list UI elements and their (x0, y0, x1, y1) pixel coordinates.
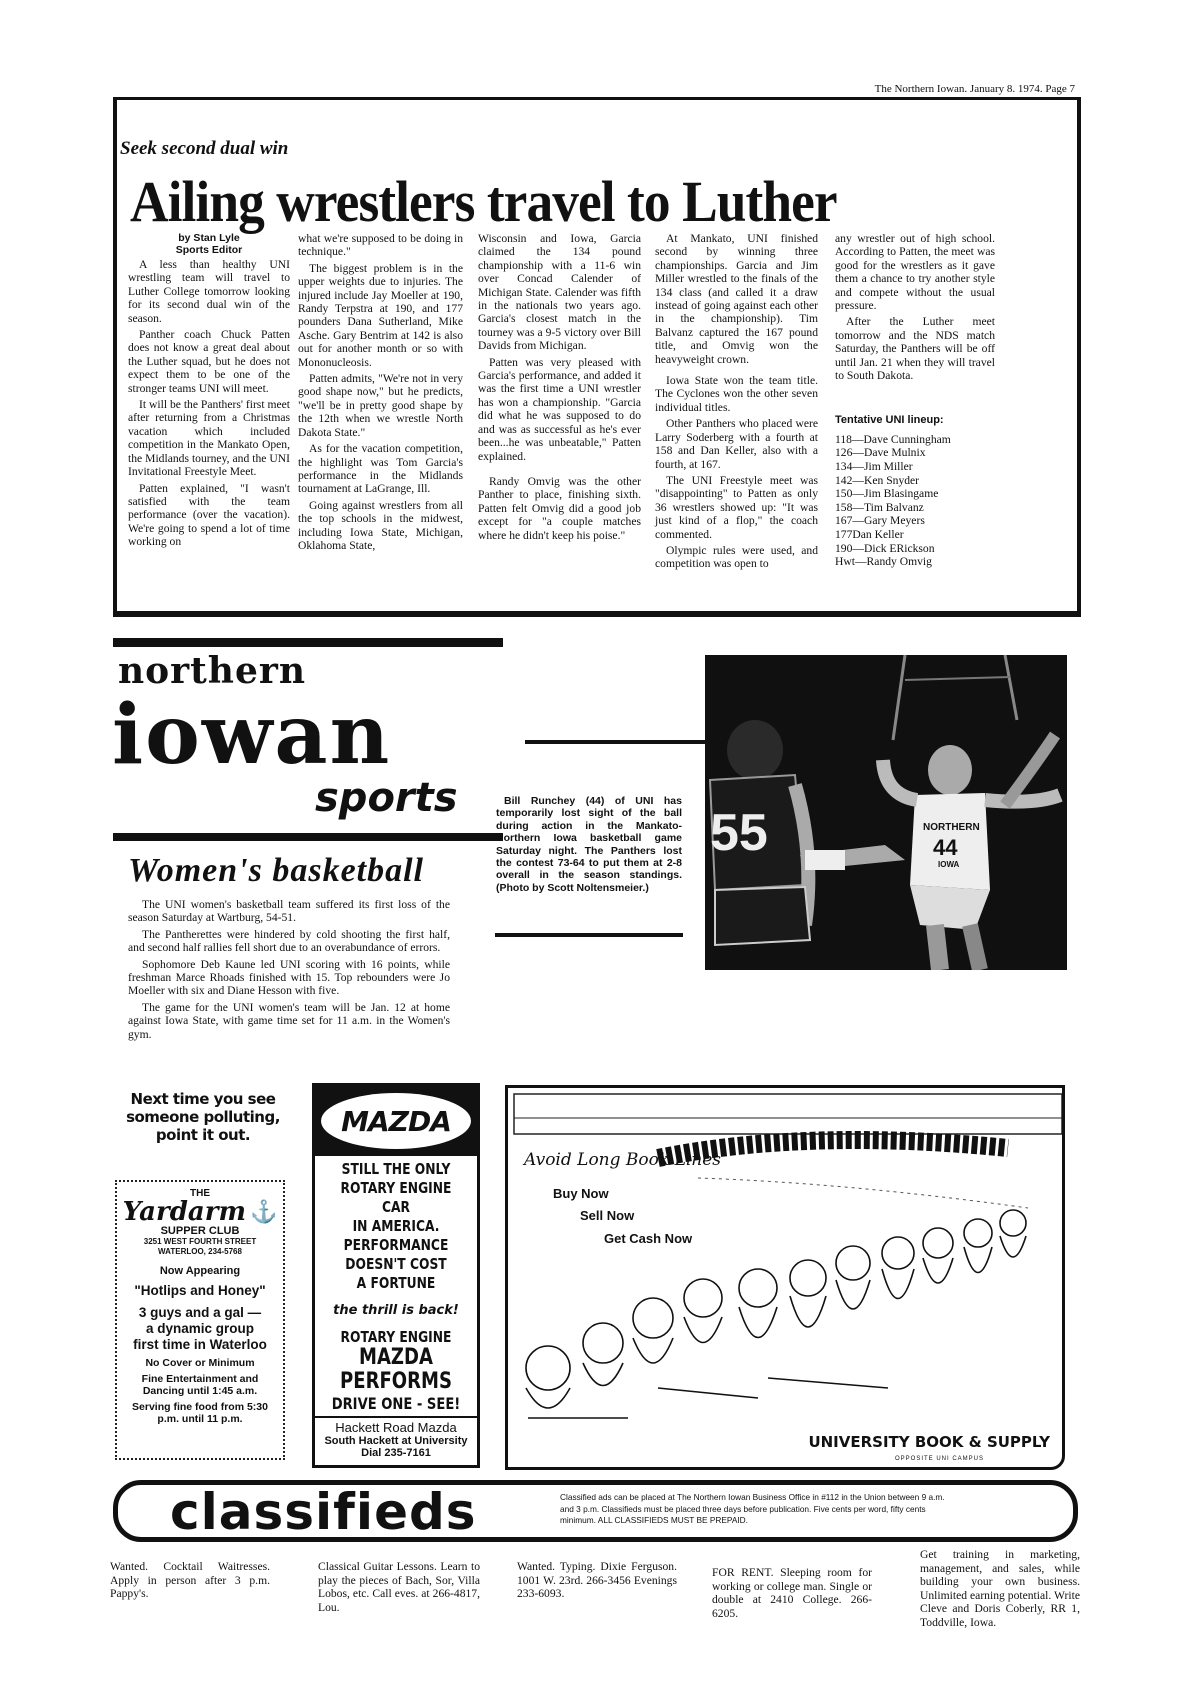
jersey-55: 55 (710, 804, 768, 862)
yardarm-act: "Hotlips and Honey" (134, 1283, 266, 1298)
lineup-item: 150—Jim Blasingame (835, 487, 939, 501)
photo-caption (496, 795, 682, 894)
paragraph: The biggest problem is in the upper weights due to injuries. The injured include Jay Moeller at 190, Randy Terpstra at 190, and 177 pounders Dana Sutherland, Mike Asche. Gary Bentrim at 142 is also out for another month or so with Mononucleosis. (298, 261, 463, 369)
caption-top-rule (525, 740, 707, 744)
bookstore-logo: UNIVERSITY BOOK & SUPPLY (808, 1433, 1050, 1451)
yardarm-desc1: 3 guys and a gal — (138, 1305, 262, 1320)
mazda-line: STILL THE ONLY (341, 1160, 451, 1178)
jersey-northern: NORTHERN (923, 822, 980, 833)
bookstore-headline: Avoid Long Book Lines (524, 1150, 722, 1170)
paragraph: Patten admits, "We're not in very good shape now," but he predicts, "we'll be in pretty good shape by the 12th when we wrestle North Dakota State." (298, 372, 463, 439)
yardarm-sub: SUPPER CLUB (160, 1225, 240, 1237)
lineup-item: 142—Ken Snyder (835, 473, 920, 487)
lineup-item: 177Dan Keller (835, 528, 904, 542)
lineup-item: Hwt—Randy Omvig (835, 555, 932, 569)
yardarm-city-phone: WATERLOO, 234-5768 (158, 1247, 242, 1256)
byline (128, 232, 290, 256)
mazda-name: MAZDA (359, 1345, 433, 1370)
article-column-4 (655, 232, 818, 574)
womens-basketball-title: Women's basketball (128, 852, 424, 889)
paragraph: any wrestler out of high school. According to Patten, the meet was good for the wrestlers as it gave them a chance to try another style and compete without the usual pressure. (835, 232, 995, 313)
lineup-item: 190—Dick ERickson (835, 541, 935, 555)
article-column-3 (478, 232, 641, 545)
article-column-5 (835, 232, 995, 569)
pollution-psa: Next time you see someone polluting, point it out. (126, 1090, 280, 1144)
lineup-title: Tentative UNI lineup: (835, 414, 944, 427)
paragraph: The Pantherettes were hindered by cold shooting the first half, and second half rallies fell short due to an overabundance of errors. (128, 927, 450, 955)
mazda-ad (312, 1083, 480, 1468)
yardarm-entertainment: Fine Entertainment and Dancing until 1:45 a.m. (141, 1373, 259, 1397)
masthead-bottom-rule (113, 833, 503, 841)
article-headline: Ailing wrestlers travel to Luther (130, 169, 837, 234)
bookstore-sell: Sell Now (580, 1208, 635, 1223)
byline-name: by Stan Lyle (178, 232, 240, 244)
paragraph: The UNI women's basketball team suffered its first loss of the season Saturday at Wartburg, 54-51. (128, 898, 450, 925)
paragraph: Iowa State won the team title. The Cyclones won the other seven individual titles. (655, 374, 818, 414)
masthead-northern: northern (118, 650, 306, 692)
paragraph: Sophomore Deb Kaune led UNI scoring with 16 points, while freshman Marce Rhoads finished with 15. Top rebounders were Jo Moeller with six and Diane Hesson with five. (128, 957, 450, 998)
classified-item: Classical Guitar Lessons. Learn to play the pieces of Bach, Sor, Villa Lobos, etc. Call eves. at 266-4817, Lou. (318, 1560, 480, 1614)
classified-item: Get training in marketing, management, and sales, while building your own business. Unlimited earning potential. Write Cleve and Doris Coberly, RR 1, Toddville, Iowa. (920, 1548, 1080, 1629)
mazda-line: A FORTUNE (356, 1274, 436, 1292)
bookstore-cash: Get Cash Now (604, 1231, 693, 1246)
paragraph: The game for the UNI women's team will be Jan. 12 at home against Iowa State, with game time set for 11 a.m. in the Women's gym. (128, 1000, 450, 1041)
classified-item: Wanted. Cocktail Waitresses. Apply in person after 3 p.m. Pappy's. (110, 1560, 270, 1601)
article-column-1 (128, 232, 290, 552)
classifieds-note: Classified ads can be placed at The Northern Iowan Business Office in #112 in the Union between 9 a.m. and 3 p.m. Classifieds must be placed three days before publication. Five cents per word, fifty cents minimum. ALL CLASSIFIEDS MUST BE PREPAID. (560, 1492, 945, 1525)
paragraph: The UNI Freestyle meet was "disappointing" to Patten as only 36 wrestlers showed up: "It was just kind of a flop," the coach commented. (655, 473, 818, 541)
paragraph: Patten explained, "I wasn't satisfied with the team performance (over the vacation). We're going to spend a lot of time working on (128, 481, 290, 549)
paragraph: Panther coach Chuck Patten does not know a great deal about the Luther squad, but he does not expect them to be one of the stronger teams UNI will meet. (128, 328, 290, 395)
paragraph: Olympic rules were used, and competition was open to (655, 543, 818, 571)
mazda-logo-band (315, 1086, 477, 1156)
byline-title: Sports Editor (175, 244, 243, 256)
lineup-item: 167—Gary Meyers (835, 514, 925, 528)
lineup-item: 118—Dave Cunningham (835, 432, 951, 446)
classifieds-title: classifieds (170, 1483, 477, 1541)
mazda-dealer (315, 1416, 477, 1459)
yardarm-the: THE (190, 1188, 210, 1199)
jersey-iowa: IOWA (938, 860, 960, 869)
yardarm-food: Serving fine food from 5:30 p.m. until 11 p.m. (132, 1401, 268, 1425)
paragraph: A less than healthy UNI wrestling team will travel to Luther College tomorrow looking for its second dual win of the season. (128, 258, 290, 325)
yardarm-desc3: first time in Waterloo (133, 1337, 267, 1352)
masthead-top-rule (113, 638, 503, 647)
yardarm-cover: No Cover or Minimum (145, 1357, 255, 1369)
bookstore-buy: Buy Now (553, 1186, 609, 1201)
paragraph: Patten was very pleased with Garcia's performance, and added it was the first time a UNI wrestler has won a championship. "Garcia did what he was supposed to do and was as successful as he's ever been...he was unbeatable," Patten explained. (478, 355, 641, 463)
lineup-item: 126—Dave Mulnix (835, 446, 926, 460)
mazda-line: PERFORMANCE (343, 1236, 449, 1254)
yardarm-desc2: a dynamic group (145, 1321, 255, 1336)
paragraph: As for the vacation competition, the highlight was Tom Garcia's performance in the Midlands tournament at LaGrange, Ill. (298, 442, 463, 496)
dealer-phone: Dial 235-7161 (361, 1447, 431, 1459)
paragraph: Randy Omvig was the other Panther to place, finishing sixth. Patten felt Omvig did a good job except for "a couple matches where he didn't keep his poise." (478, 474, 641, 542)
mazda-drive: DRIVE ONE - SEE! (331, 1394, 461, 1413)
classified-item: FOR RENT. Sleeping room for working or college man. Single or double at 2410 College. 266-6205. (712, 1566, 872, 1620)
paragraph: Other Panthers who placed were Larry Soderberg with a fourth at 158 and Dan Keller, also with a fourth, at 167. (655, 417, 818, 471)
lineup-item: 134—Jim Miller (835, 460, 913, 474)
yardarm-ad (115, 1180, 285, 1460)
lineup-item: 158—Tim Balvanz (835, 500, 924, 514)
paragraph: It will be the Panthers' first meet after returning from a Christmas vacation which included competition in the Mankato Open, the Midlands tourney, and the UNI Invitational Freestyle Meet. (128, 398, 290, 479)
caption-bottom-rule (495, 933, 683, 937)
masthead-sports: sports (315, 775, 458, 821)
mazda-headline (330, 1160, 463, 1293)
mazda-line: IN AMERICA. (352, 1217, 440, 1235)
womens-basketball-body (128, 898, 450, 1044)
caption-text: Bill Runchey (44) of UNI has temporarily lost sight of the ball during action in the Mankato-Northern Iowa basketball game Saturday night. The Panthers lost the contest 73-64 to put them at 2-8 overall in the season standings. (Photo by Scott Noltensmeier.) (496, 795, 682, 894)
bookstore-illustration (508, 1088, 1065, 1470)
jersey-44: 44 (933, 835, 958, 860)
mazda-tagline: the thrill is back! (333, 1303, 459, 1318)
bookstore-ad (505, 1085, 1065, 1470)
mazda-logo: MAZDA (321, 1093, 471, 1149)
mazda-line: DOESN'T COST (345, 1255, 447, 1273)
dealer-name: Hackett Road Mazda (335, 1420, 457, 1435)
mazda-rotary-engine: ROTARY ENGINE (340, 1328, 452, 1346)
article-column-2 (298, 232, 463, 555)
yardarm-address: 3251 WEST FOURTH STREET (143, 1237, 257, 1246)
dealer-location: South Hackett at University (324, 1435, 468, 1447)
classified-item: Wanted. Typing. Dixie Ferguson. 1001 W. 23rd. 266-3456 Evenings 233-6093. (517, 1560, 677, 1601)
paragraph: Wisconsin and Iowa, Garcia claimed the 134 pound championship with a 11-6 win over Concad Calender of Michigan State. Calender was fifth in the nationals two years ago. Garcia's closest match in the tourney was a 9-5 victory over Bill Davids from Michigan. (478, 232, 641, 353)
bookstore-opposite: OPPOSITE UNI CAMPUS (894, 1456, 984, 1462)
yardarm-name: Yardarm (122, 1197, 246, 1227)
paragraph: After the Luther meet tomorrow and the NDS match Saturday, the Panthers will be off until Jan. 21 when they will travel to South Dakota. (835, 315, 995, 383)
anchor-icon: ⚓ (249, 1199, 278, 1224)
mazda-performs: PERFORMS (340, 1369, 452, 1394)
basketball-photo (705, 655, 1067, 970)
article-kicker: Seek second dual win (120, 138, 289, 159)
page-header: The Northern Iowan. January 8. 1974. Page 7 (874, 83, 1075, 95)
basketball-photo-image (705, 655, 1067, 970)
paragraph: what we're supposed to be doing in technique." (298, 232, 463, 259)
paragraph: At Mankato, UNI finished second by winning three championships. Garcia and Jim Miller wrestled to the finals of the 134 class (and called it a draw instead of going against each other in the championship). Tim Balvanz captured the 167 pound title, and Omvig won the heavyweight crown. (655, 232, 818, 366)
masthead-iowan: iowan (112, 687, 392, 783)
yardarm-now-appearing: Now Appearing (159, 1265, 241, 1277)
paragraph: Going against wrestlers from all the top schools in the midwest, including Iowa State, Michigan, Oklahoma State, (298, 498, 463, 552)
lineup-list (835, 433, 995, 569)
mazda-line: ROTARY ENGINE CAR (340, 1179, 452, 1216)
